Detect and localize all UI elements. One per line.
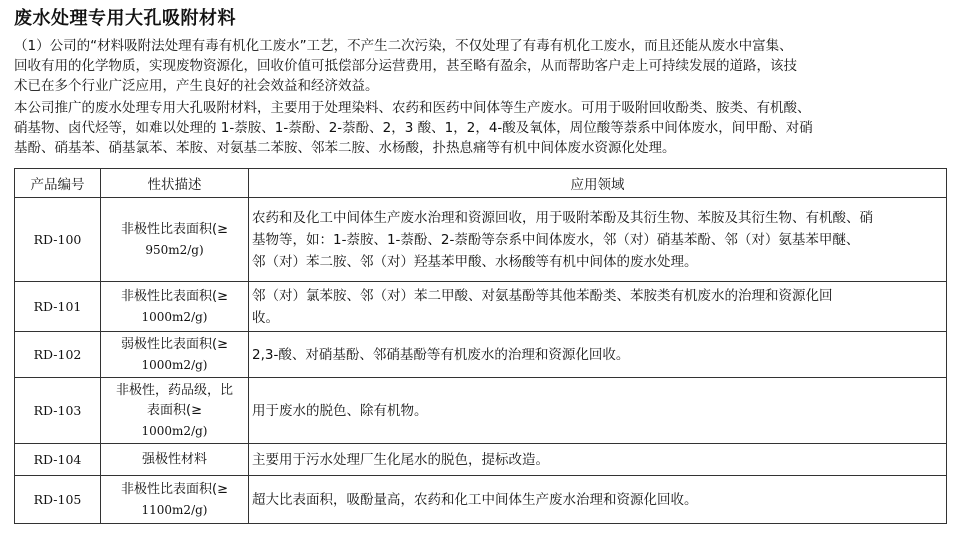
text-line: 收。 bbox=[252, 309, 279, 326]
product-description bbox=[101, 476, 249, 524]
description-main: 非极性比表面积(≥ bbox=[121, 481, 228, 497]
text-line: 用于废水的脱色、除有机物。 bbox=[252, 402, 428, 419]
table-row bbox=[15, 476, 947, 524]
application-field bbox=[249, 198, 947, 282]
description-value: 1000m2/g) bbox=[141, 423, 208, 438]
header-application: 应用领域 bbox=[249, 169, 947, 198]
product-table bbox=[14, 168, 947, 524]
text-line: 术已在多个行业广泛应用，产生良好的社会效益和经济效益。 bbox=[14, 78, 379, 94]
description-value: 950m2/g) bbox=[145, 242, 204, 257]
description-main: 非极性比表面积(≥ bbox=[121, 288, 228, 304]
product-description bbox=[101, 332, 249, 378]
table-row bbox=[15, 198, 947, 282]
intro-paragraph-1 bbox=[14, 36, 950, 96]
description-main: 非极性，药品级，比 bbox=[115, 382, 233, 398]
table-row bbox=[15, 282, 947, 332]
description-main: 强极性材料 bbox=[141, 451, 207, 467]
description-main: 非极性比表面积(≥ bbox=[121, 221, 228, 237]
text-line: （1）公司的“材料吸附法处理有毒有机化工废水”工艺，不产生二次污染，不仅处理了有毒有机化工废水，而且还能从废水中富集、 bbox=[14, 38, 793, 54]
application-field bbox=[249, 282, 947, 332]
text-line: 基酚、硝基苯、硝基氯苯、苯胺、对氨基二苯胺、邻苯二胺、水杨酸，扑热息痛等有机中间体废水资源化处理。 bbox=[14, 140, 676, 156]
intro-paragraph-2 bbox=[14, 98, 950, 158]
application-field bbox=[249, 444, 947, 476]
table-row bbox=[15, 378, 947, 444]
text-line: 邻（对）氯苯胺、邻（对）苯二甲酸、对氨基酚等其他苯酚类、苯胺类有机废水的治理和资源化回 bbox=[252, 287, 833, 304]
description-value: 1000m2/g) bbox=[141, 309, 208, 324]
text-line: 主要用于污水处理厂生化尾水的脱色，提标改造。 bbox=[252, 451, 549, 468]
product-description bbox=[101, 198, 249, 282]
application-field bbox=[249, 378, 947, 444]
product-description bbox=[101, 378, 249, 444]
description-value: 1000m2/g) bbox=[141, 357, 208, 372]
text-line: 本公司推广的废水处理专用大孔吸附材料，主要用于处理染料、农药和医药中间体等生产废水。可用于吸附回收酚类、胺类、有机酸、 bbox=[14, 100, 811, 116]
page-title: 废水处理专用大孔吸附材料 bbox=[14, 8, 236, 29]
product-code: RD-100 bbox=[15, 198, 101, 282]
product-code: RD-105 bbox=[15, 476, 101, 524]
product-code: RD-101 bbox=[15, 282, 101, 332]
table-header-row bbox=[15, 169, 947, 198]
text-line: 回收有用的化学物质，实现废物资源化，回收价值可抵偿部分运营费用，甚至略有盈余，从而帮助客户走上可持续发展的道路，该技 bbox=[14, 58, 797, 74]
description-main: 表面积(≥ bbox=[147, 402, 202, 418]
header-description: 性状描述 bbox=[101, 169, 249, 198]
product-code: RD-102 bbox=[15, 332, 101, 378]
application-field bbox=[249, 476, 947, 524]
product-description bbox=[101, 282, 249, 332]
description-main: 弱极性比表面积(≥ bbox=[121, 336, 228, 352]
product-code: RD-104 bbox=[15, 444, 101, 476]
application-field bbox=[249, 332, 947, 378]
text-line: 农药和及化工中间体生产废水治理和资源回收，用于吸附苯酚及其衍生物、苯胺及其衍生物、有机酸、硝 bbox=[252, 209, 873, 226]
product-code: RD-103 bbox=[15, 378, 101, 444]
header-code: 产品编号 bbox=[15, 169, 101, 198]
text-line: 邻（对）苯二胺、邻（对）羟基苯甲酸、水杨酸等有机中间体的废水处理。 bbox=[252, 253, 698, 270]
table-row bbox=[15, 444, 947, 476]
text-line: 超大比表面积，吸酚量高，农药和化工中间体生产废水治理和资源化回收。 bbox=[252, 491, 698, 508]
text-line: 2,3-酸、对硝基酚、邻硝基酚等有机废水的治理和资源化回收。 bbox=[252, 346, 630, 363]
text-line: 硝基物、卤代烃等，如难以处理的 1-萘胺、1-萘酚、2-萘酚、2，3 酸、1，2，4-酸及氧体，周位酸等萘系中间体废水，间甲酚、对硝 bbox=[14, 120, 813, 136]
text-line: 基物等，如：1-萘胺、1-萘酚、2-萘酚等奈系中间体废水，邻（对）硝基苯酚、邻（对）氨基苯甲醚、 bbox=[252, 231, 860, 248]
table-row bbox=[15, 332, 947, 378]
product-description bbox=[101, 444, 249, 476]
description-value: 1100m2/g) bbox=[141, 502, 208, 517]
